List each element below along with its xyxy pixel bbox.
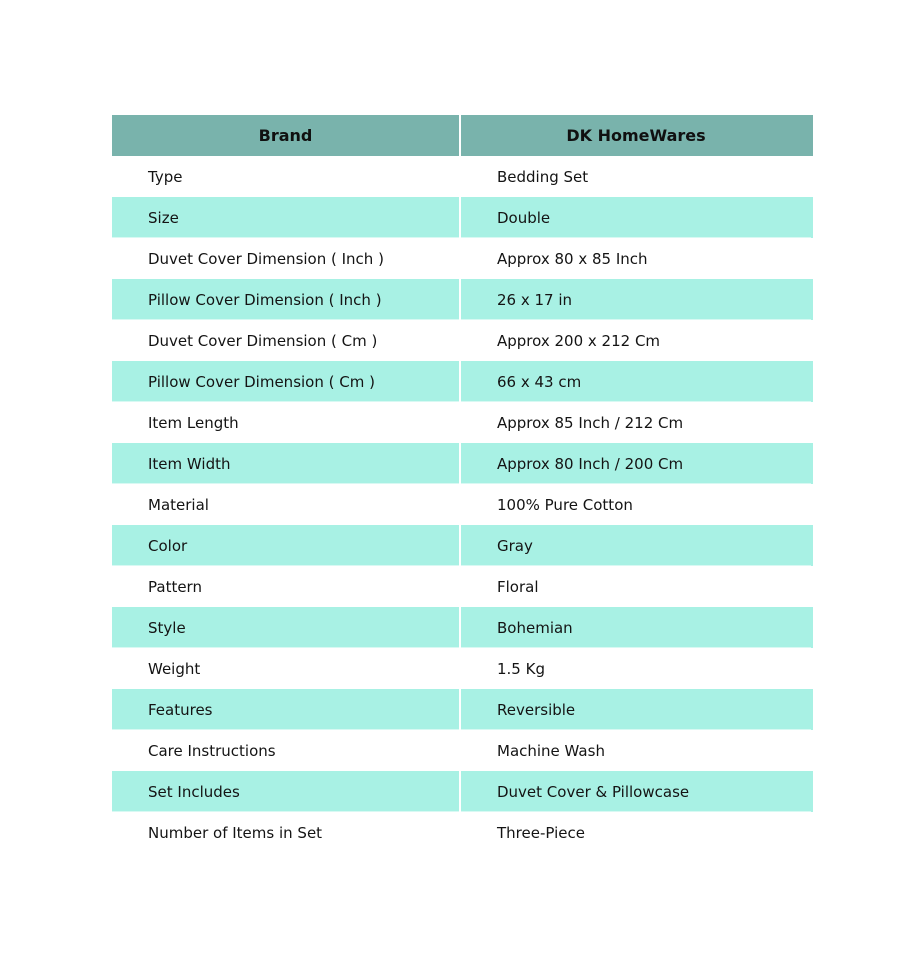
product-spec-table xyxy=(112,115,813,853)
table-row xyxy=(112,812,813,853)
table-row xyxy=(112,197,813,238)
table-row xyxy=(112,402,813,443)
spec-label: Care Instructions xyxy=(112,730,461,771)
spec-value: Reversible xyxy=(461,689,811,730)
spec-value: Floral xyxy=(497,577,539,596)
table-row xyxy=(112,689,813,730)
column-header-brand: Brand xyxy=(112,115,461,156)
spec-label: Duvet Cover Dimension ( Cm ) xyxy=(112,320,461,361)
spec-label: Weight xyxy=(112,648,461,689)
spec-label: Set Includes xyxy=(112,771,461,812)
spec-value: Double xyxy=(461,197,811,238)
spec-value: Approx 80 x 85 Inch xyxy=(497,249,648,268)
table-row xyxy=(112,238,813,279)
spec-label: Pattern xyxy=(112,566,461,607)
spec-label: Size xyxy=(112,197,461,238)
column-header-manufacturer: DK HomeWares xyxy=(566,126,706,145)
spec-label: Type xyxy=(112,156,461,197)
table-header-row xyxy=(112,115,813,156)
spec-value: 1.5 Kg xyxy=(497,659,545,678)
table-row xyxy=(112,320,813,361)
spec-value: Approx 80 Inch / 200 Cm xyxy=(461,443,811,484)
spec-value: Gray xyxy=(461,525,811,566)
spec-label: Item Width xyxy=(112,443,461,484)
spec-value: Machine Wash xyxy=(497,741,605,760)
spec-label: Number of Items in Set xyxy=(112,812,461,853)
table-row xyxy=(112,361,813,402)
table-row xyxy=(112,566,813,607)
table-row xyxy=(112,730,813,771)
spec-value: 66 x 43 cm xyxy=(461,361,811,402)
spec-value: Duvet Cover & Pillowcase xyxy=(461,771,811,812)
spec-label: Material xyxy=(112,484,461,525)
spec-label: Features xyxy=(112,689,461,730)
table-row xyxy=(112,443,813,484)
table-row xyxy=(112,648,813,689)
table-row xyxy=(112,279,813,320)
spec-label: Pillow Cover Dimension ( Inch ) xyxy=(112,279,461,320)
table-row xyxy=(112,484,813,525)
spec-value: Bohemian xyxy=(461,607,811,648)
table-row xyxy=(112,525,813,566)
spec-value: Approx 85 Inch / 212 Cm xyxy=(497,413,684,432)
spec-value: Bedding Set xyxy=(497,167,589,186)
spec-label: Item Length xyxy=(112,402,461,443)
spec-value: 100% Pure Cotton xyxy=(497,495,633,514)
table-row xyxy=(112,771,813,812)
table-row xyxy=(112,156,813,197)
spec-label: Color xyxy=(112,525,461,566)
table-row xyxy=(112,607,813,648)
spec-value: Three-Piece xyxy=(497,823,585,842)
spec-value: 26 x 17 in xyxy=(461,279,811,320)
spec-value: Approx 200 x 212 Cm xyxy=(497,331,661,350)
spec-label: Pillow Cover Dimension ( Cm ) xyxy=(112,361,461,402)
spec-label: Duvet Cover Dimension ( Inch ) xyxy=(112,238,461,279)
table-body xyxy=(112,156,813,853)
spec-label: Style xyxy=(112,607,461,648)
